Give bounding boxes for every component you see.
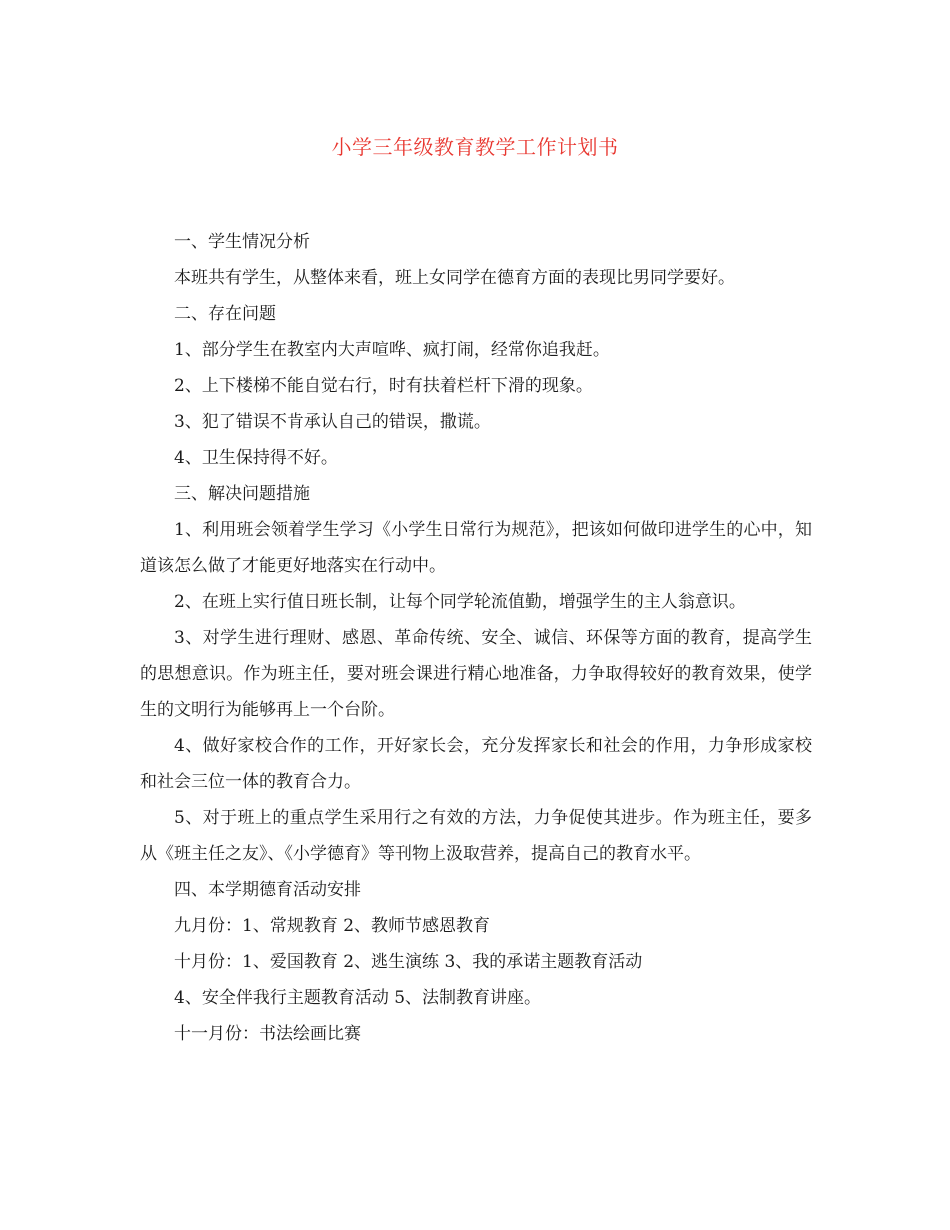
list-item: 4、卫生保持得不好。 (174, 448, 338, 468)
section-heading-solutions: 三、解决问题措施 (174, 484, 310, 504)
paragraph: 本班共有学生，从整体来看，班上女同学在德育方面的表现比男同学要好。 (174, 268, 735, 288)
schedule-item: 4、安全伴我行主题教育活动 5、法制教育讲座。 (174, 988, 542, 1008)
list-item: 1、部分学生在教室内大声喧哗、疯打闹，经常你追我赶。 (174, 340, 610, 360)
section-heading-student-analysis: 一、学生情况分析 (174, 232, 310, 252)
list-item: 2、上下楼梯不能自觉右行，时有扶着栏杆下滑的现象。 (174, 376, 593, 396)
section-heading-activities: 四、本学期德育活动安排 (174, 880, 361, 900)
list-item: 3、犯了错误不肯承认自己的错误，撒谎。 (174, 412, 491, 432)
schedule-item: 十一月份：书法绘画比赛 (174, 1024, 361, 1044)
list-item: 1、利用班会领着学生学习《小学生日常行为规范》，把该如何做印进学生的心中，知道该怎么做了才能更好地落实在行动中。 (140, 520, 812, 576)
list-item: 3、对学生进行理财、感恩、革命传统、安全、诚信、环保等方面的教育，提高学生的思想意识。作为班主任，要对班会课进行精心地准备，力争取得较好的教育效果，使学生的文明行为能够再上一个台阶。 (140, 628, 812, 720)
document-body (140, 224, 812, 1052)
document-title: 小学三年级教育教学工作计划书 (331, 135, 619, 159)
schedule-item: 十月份：1、爱国教育 2、逃生演练 3、我的承诺主题教育活动 (174, 952, 643, 972)
section-heading-problems: 二、存在问题 (174, 304, 276, 324)
list-item: 2、在班上实行值日班长制，让每个同学轮流值勤，增强学生的主人翁意识。 (174, 592, 746, 612)
list-item: 5、对于班上的重点学生采用行之有效的方法，力争促使其进步。作为班主任，要多从《班主任之友》、《小学德育》等刊物上汲取营养，提高自己的教育水平。 (140, 808, 812, 864)
list-item: 4、做好家校合作的工作，开好家长会，充分发挥家长和社会的作用，力争形成家校和社会三位一体的教育合力。 (140, 736, 812, 792)
schedule-item: 九月份：1、常规教育 2、教师节感恩教育 (174, 916, 491, 936)
